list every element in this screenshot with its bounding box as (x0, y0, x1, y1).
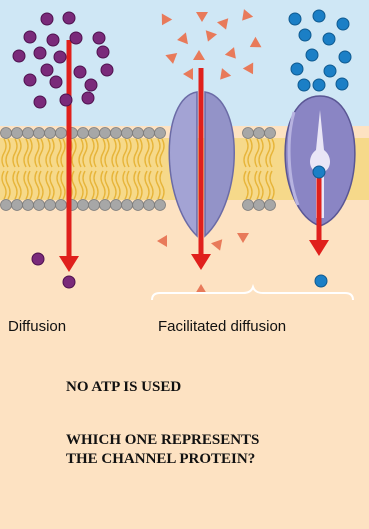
purple-molecule (85, 79, 97, 91)
phospholipid-head (265, 128, 276, 139)
phospholipid-head (45, 200, 56, 211)
no-atp-note: NO ATP IS USED (66, 379, 182, 395)
purple-molecule (93, 32, 105, 44)
phospholipid-head (12, 200, 23, 211)
purple-molecule (60, 94, 72, 106)
purple-molecule (63, 276, 75, 288)
blue-molecule (313, 79, 325, 91)
blue-molecule (289, 13, 301, 25)
phospholipid-head (45, 128, 56, 139)
phospholipid-head (78, 200, 89, 211)
phospholipid-head (34, 200, 45, 211)
purple-molecule (13, 50, 25, 62)
phospholipid-head (155, 200, 166, 211)
purple-molecule (41, 64, 53, 76)
purple-molecule (82, 92, 94, 104)
blue-molecule (336, 78, 348, 90)
phospholipid-head (243, 128, 254, 139)
diffusion-label: Diffusion (8, 318, 67, 335)
phospholipid-head (56, 200, 67, 211)
purple-molecule (41, 13, 53, 25)
phospholipid-head (1, 200, 12, 211)
blue-molecule (299, 29, 311, 41)
blue-molecule (291, 63, 303, 75)
blue-molecule (313, 166, 325, 178)
purple-molecule (50, 76, 62, 88)
phospholipid-head (144, 128, 155, 139)
blue-molecule (339, 51, 351, 63)
phospholipid-head (155, 128, 166, 139)
phospholipid-head (1, 128, 12, 139)
phospholipid-head (23, 128, 34, 139)
phospholipid-head (133, 128, 144, 139)
purple-molecule (34, 96, 46, 108)
phospholipid-head (111, 128, 122, 139)
purple-molecule (34, 47, 46, 59)
purple-molecule (32, 253, 44, 265)
phospholipid-head (122, 128, 133, 139)
purple-molecule (63, 12, 75, 24)
blue-molecule (306, 49, 318, 61)
blue-molecule (315, 275, 327, 287)
blue-molecule (313, 10, 325, 22)
blue-molecule (324, 65, 336, 77)
phospholipid-head (89, 128, 100, 139)
phospholipid-head (144, 200, 155, 211)
phospholipid-head (89, 200, 100, 211)
phospholipid-head (265, 200, 276, 211)
phospholipid-head (78, 128, 89, 139)
phospholipid-head (111, 200, 122, 211)
phospholipid-head (254, 128, 265, 139)
phospholipid-head (12, 128, 23, 139)
purple-molecule (74, 66, 86, 78)
purple-molecule (54, 51, 66, 63)
phospholipid-head (100, 200, 111, 211)
facilitated-diffusion-label: Facilitated diffusion (158, 318, 287, 335)
phospholipid-head (100, 128, 111, 139)
phospholipid-head (122, 200, 133, 211)
question-line-2: THE CHANNEL PROTEIN? (66, 451, 256, 467)
blue-molecule (337, 18, 349, 30)
question-line-1: WHICH ONE REPRESENTS (66, 432, 260, 448)
purple-molecule (24, 31, 36, 43)
phospholipid-head (254, 200, 265, 211)
phospholipid-head (34, 128, 45, 139)
phospholipid-head (23, 200, 34, 211)
phospholipid-head (133, 200, 144, 211)
purple-molecule (101, 64, 113, 76)
purple-molecule (24, 74, 36, 86)
phospholipid-head (243, 200, 254, 211)
blue-molecule (298, 79, 310, 91)
phospholipid-head (56, 128, 67, 139)
purple-molecule (47, 34, 59, 46)
purple-molecule (70, 32, 82, 44)
blue-molecule (323, 33, 335, 45)
purple-molecule (97, 46, 109, 58)
